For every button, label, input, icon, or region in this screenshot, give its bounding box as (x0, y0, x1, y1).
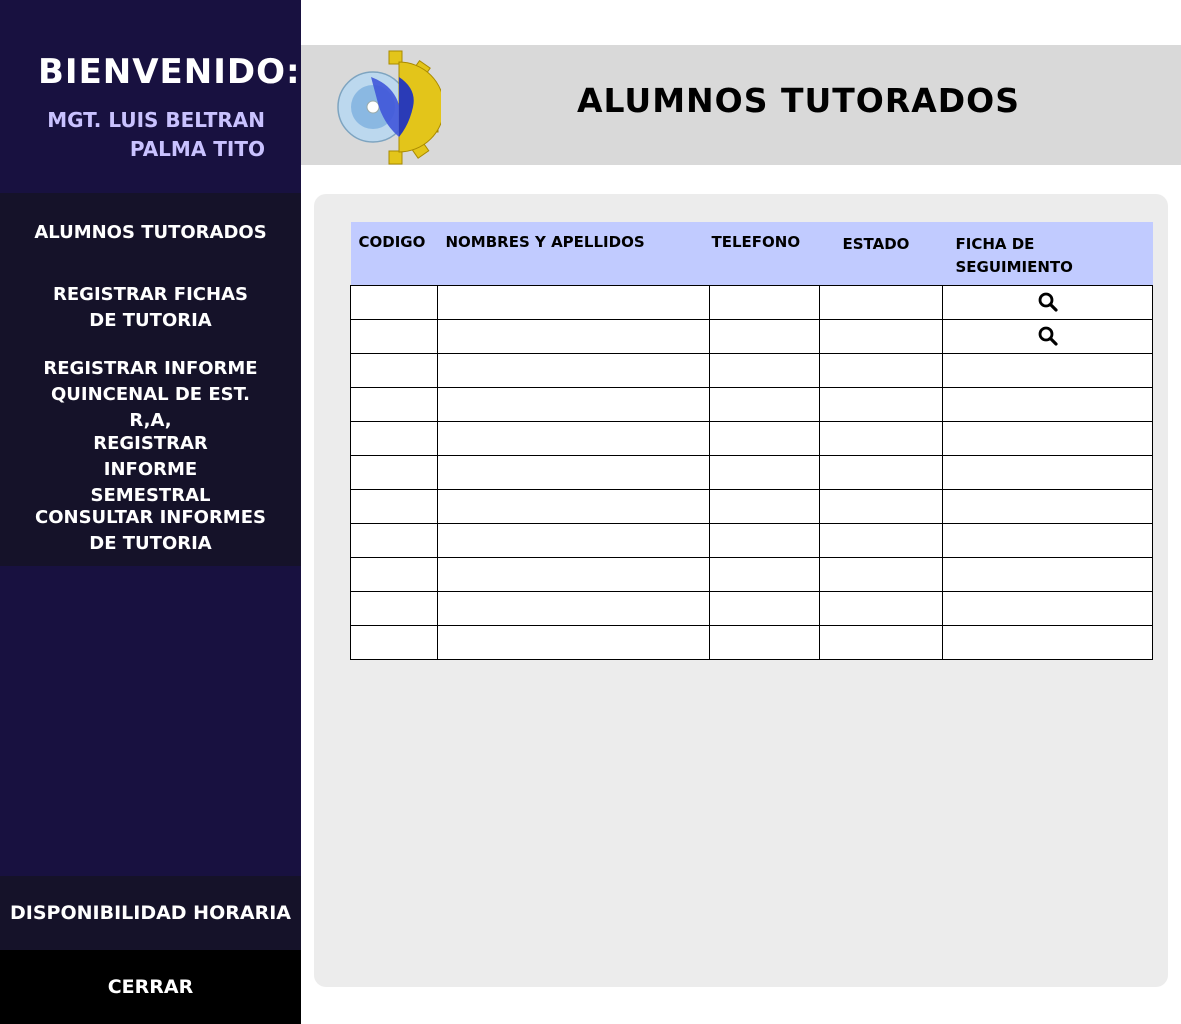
table-header-row (351, 222, 1153, 285)
table-cell (438, 455, 710, 489)
column-header-codigo: CODIGO (351, 222, 438, 285)
table-cell (351, 421, 438, 455)
table-row (351, 455, 1153, 489)
table-row (351, 489, 1153, 523)
table-cell (351, 387, 438, 421)
table-cell (943, 523, 1153, 557)
table-cell (943, 387, 1153, 421)
close-button[interactable]: CERRAR (0, 950, 301, 1024)
table-cell (943, 319, 1153, 353)
table-row (351, 591, 1153, 625)
table-row (351, 625, 1153, 659)
table-cell (351, 523, 438, 557)
table-cell (943, 421, 1153, 455)
table-cell (710, 557, 820, 591)
page-title: ALUMNOS TUTORADOS (577, 81, 1020, 120)
table-cell (820, 421, 943, 455)
table-cell (710, 591, 820, 625)
table-cell (943, 625, 1153, 659)
table-cell (820, 557, 943, 591)
table-cell (820, 591, 943, 625)
availability-button[interactable]: DISPONIBILIDAD HORARIA (0, 876, 301, 950)
table-cell (438, 421, 710, 455)
table-cell (943, 557, 1153, 591)
table-cell (820, 319, 943, 353)
table-cell (710, 625, 820, 659)
gear-cd-logo-icon (333, 45, 441, 165)
table-cell (820, 489, 943, 523)
table-cell (710, 455, 820, 489)
column-header-telefono: TELEFONO (710, 222, 820, 285)
table-cell (438, 557, 710, 591)
table-cell (438, 285, 710, 319)
table-cell (820, 285, 943, 319)
welcome-title: BIENVENIDO: (38, 52, 301, 92)
table-row (351, 421, 1153, 455)
table-cell (351, 489, 438, 523)
table-cell (438, 387, 710, 421)
table-cell (438, 523, 710, 557)
table-cell (943, 489, 1153, 523)
table-cell (438, 319, 710, 353)
table-row (351, 319, 1153, 353)
table-cell (710, 387, 820, 421)
table-cell (351, 285, 438, 319)
table-cell (710, 319, 820, 353)
table-cell (820, 353, 943, 387)
column-header-nombres: NOMBRES Y APELLIDOS (438, 222, 710, 285)
magnifier-icon[interactable] (1037, 325, 1059, 347)
magnifier-icon[interactable] (1037, 291, 1059, 313)
table-cell (351, 319, 438, 353)
table-cell (438, 625, 710, 659)
column-header-ficha: FICHA DE SEGUIMIENTO (943, 222, 1153, 285)
table-row (351, 523, 1153, 557)
content-panel (314, 194, 1168, 987)
table-row (351, 285, 1153, 319)
table-cell (820, 625, 943, 659)
table-cell (820, 455, 943, 489)
table-cell (351, 557, 438, 591)
page-header (301, 45, 1181, 165)
nav-registrar-informe-semestral[interactable]: REGISTRAR INFORME SEMESTRAL (90, 433, 211, 506)
sidebar (0, 0, 301, 1024)
column-header-estado: ESTADO (820, 222, 943, 285)
nav-registrar-informe-quincenal[interactable]: REGISTRAR INFORME QUINCENAL DE EST. R,A, (43, 358, 258, 431)
table-cell (351, 455, 438, 489)
nav-alumnos-tutorados[interactable]: ALUMNOS TUTORADOS (34, 222, 267, 243)
table-row (351, 557, 1153, 591)
table-cell (820, 387, 943, 421)
nav-consultar-informes[interactable]: CONSULTAR INFORMES DE TUTORIA (35, 507, 266, 554)
table-row (351, 353, 1153, 387)
table-cell (710, 285, 820, 319)
table-cell (943, 591, 1153, 625)
table-cell (351, 625, 438, 659)
nav-registrar-fichas[interactable]: REGISTRAR FICHAS DE TUTORIA (53, 284, 248, 331)
table-cell (438, 591, 710, 625)
table-cell (943, 285, 1153, 319)
table-cell (943, 353, 1153, 387)
table-cell (351, 591, 438, 625)
table-cell (710, 353, 820, 387)
table-cell (820, 523, 943, 557)
sidebar-nav (0, 193, 301, 566)
table-cell (351, 353, 438, 387)
welcome-block (0, 0, 301, 193)
table-cell (710, 489, 820, 523)
table-cell (438, 353, 710, 387)
table-cell (943, 455, 1153, 489)
user-name: MGT. LUIS BELTRAN PALMA TITO (47, 108, 265, 161)
table-row (351, 387, 1153, 421)
table-body (351, 285, 1153, 659)
table-cell (710, 421, 820, 455)
table-cell (710, 523, 820, 557)
table-cell (438, 489, 710, 523)
students-table (350, 222, 1153, 660)
